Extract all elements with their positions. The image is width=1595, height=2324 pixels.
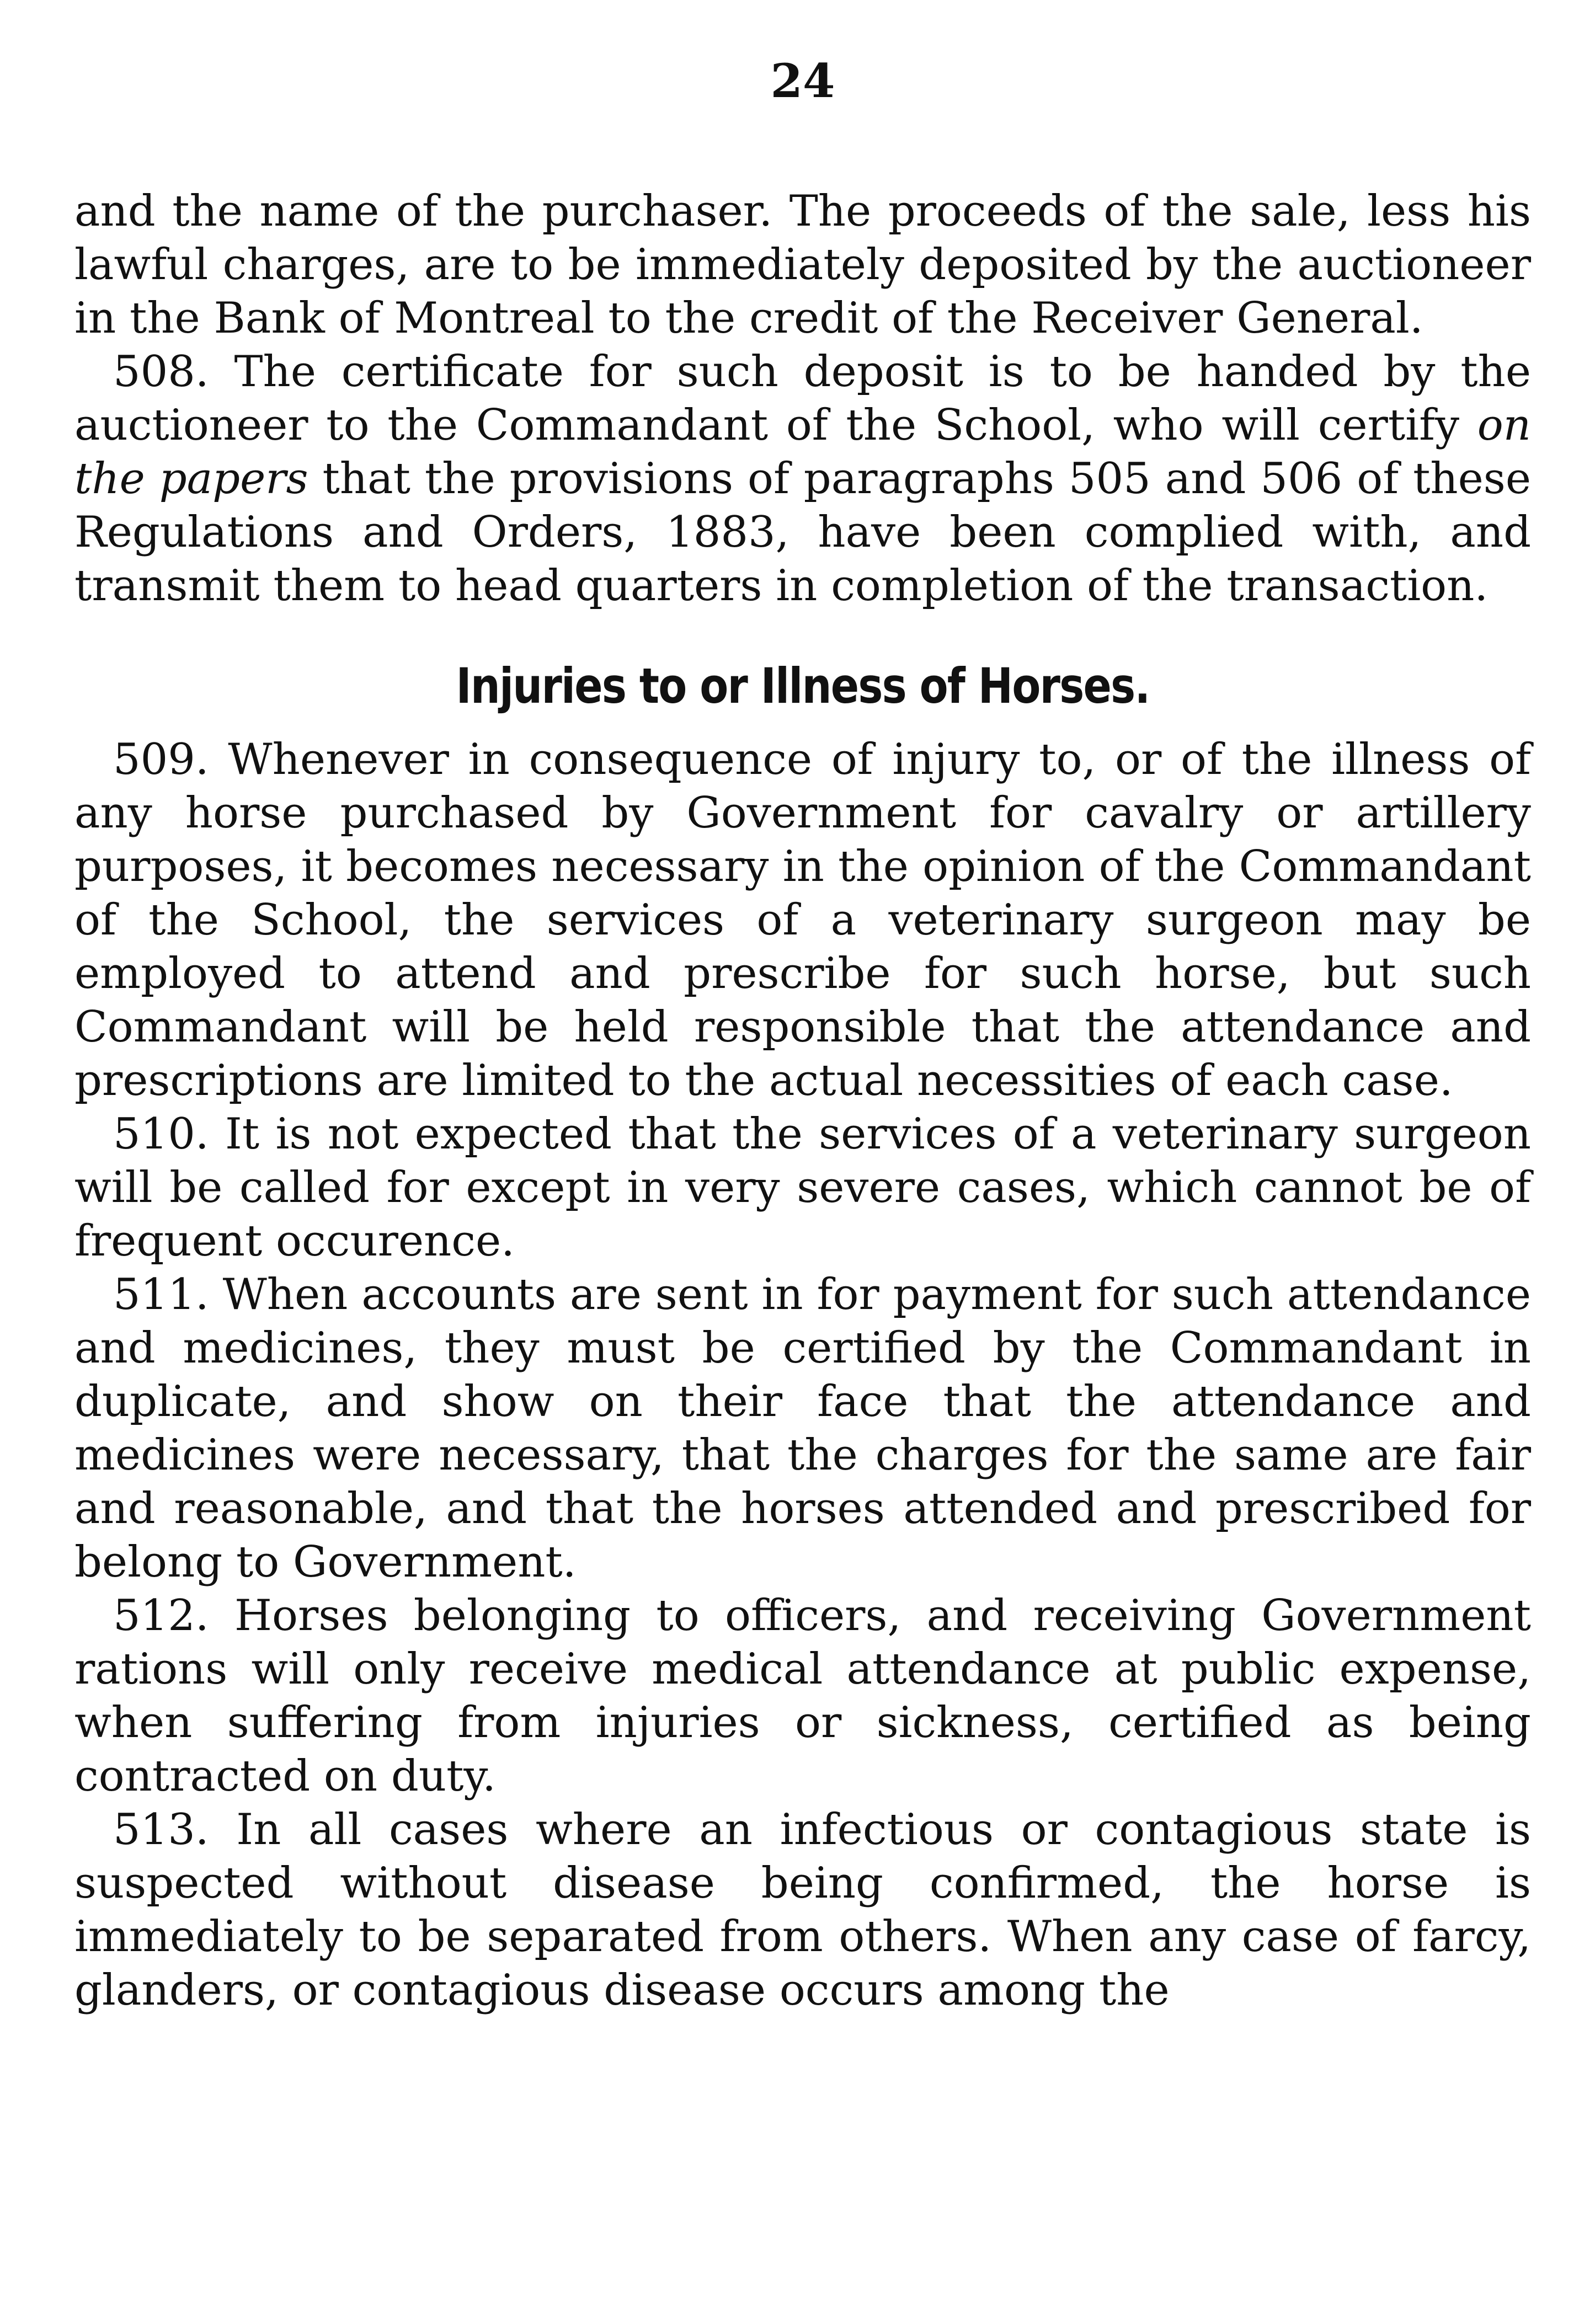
page-number: 24 (770, 54, 835, 108)
paragraph-text: When accounts are sent in for payment for such attendance and medicines, they must be certified by the Commandant in duplicate, and show on their face that the attendance and medicines were necessary, that the charges for the same are fair and reasonable, and that the horses attended and prescribed for belong to Government. (74, 1270, 1531, 1587)
paragraph-508 (74, 345, 1531, 613)
paragraph-text: In all cases where an infectious or contagious state is suspected without disease being confirmed, the horse is immediately to be separated from others. When any case of farcy, glanders, or contagious disease occurs among the (74, 1805, 1531, 2015)
paragraph-509 (74, 733, 1531, 1108)
paragraph-number: 508. (113, 347, 209, 397)
section-heading: Injuries to or Illness of Horses. (456, 658, 1150, 714)
paragraph-text: The certificate for such deposit is to be handed by the auctioneer to the Commandant of the School, who will certify (74, 347, 1531, 450)
paragraph-text: and the name of the purchaser. The proceeds of the sale, less his lawful charges, are to be immediately deposited by the auctioneer in the Bank of Montreal to the credit of the Receiver General. (74, 186, 1531, 343)
paragraph-510 (74, 1108, 1531, 1268)
paragraph-number: 510. (113, 1109, 209, 1159)
document-page (74, 0, 1531, 2324)
paragraph-511 (74, 1268, 1531, 1589)
paragraph-number: 512. (113, 1591, 209, 1641)
paragraph-italic-text: on the papers (74, 400, 1531, 504)
paragraph-text: Horses belonging to officers, and receiving Government rations will only receive medical attendance at public expense, when suffering from injuries or sickness, certified as being contracted on duty. (74, 1591, 1531, 1801)
body-text (74, 185, 1531, 2017)
paragraph-513 (74, 1803, 1531, 2017)
paragraph-number: 511. (113, 1270, 209, 1319)
paragraph-text: that the provisions of paragraphs 505 and 506 of these Regulations and Orders, 1883, have been complied with, and transmit them to head quarters in completion of the transaction. (74, 454, 1531, 611)
paragraph-number: 509. (113, 735, 209, 784)
paragraph-text: It is not expected that the services of a veterinary surgeon will be called for except in very severe cases, which cannot be of frequent occurence. (74, 1109, 1531, 1266)
paragraph-text: Whenever in consequence of injury to, or of the illness of any horse purchased by Government for cavalry or artillery purposes, it becomes necessary in the opinion of the Commandant of the School, the services of a veterinary surgeon may be employed to attend and prescribe for such horse, but such Commandant will be held responsible that the attendance and prescriptions are limited to the actual necessities of each case. (74, 735, 1531, 1105)
paragraph-continuation (74, 185, 1531, 345)
paragraph-512 (74, 1589, 1531, 1803)
paragraph-number: 513. (113, 1805, 209, 1855)
